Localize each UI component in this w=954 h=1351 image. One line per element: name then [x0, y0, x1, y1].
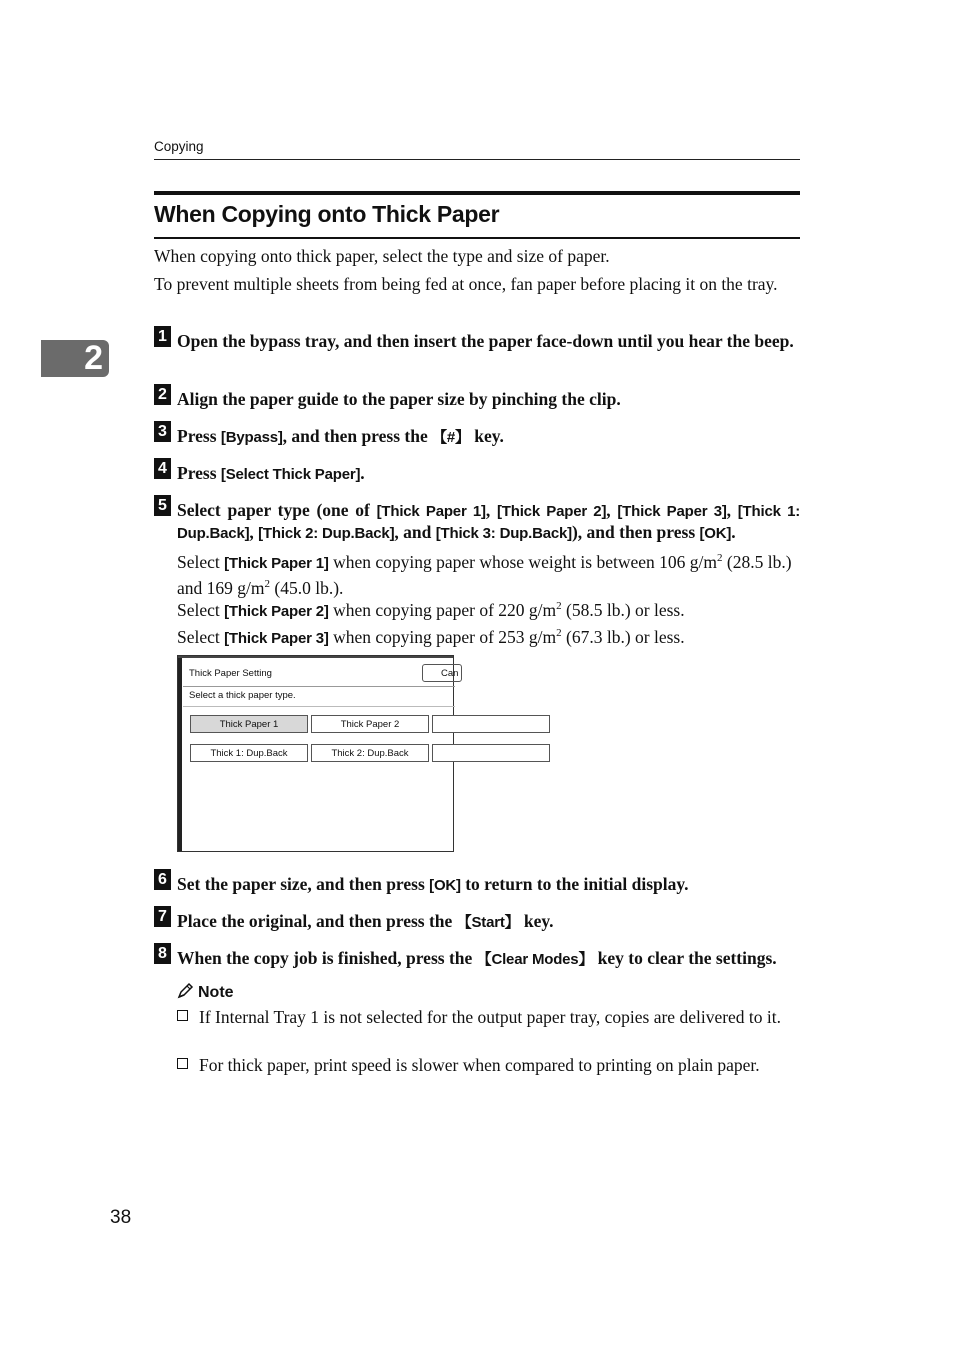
- select-thick-paper-button-ref: [Select Thick Paper]: [220, 466, 361, 483]
- thick-paper-1-button[interactable]: Thick Paper 1: [190, 715, 308, 733]
- step-number: 2: [154, 384, 171, 405]
- running-head: Copying: [154, 139, 204, 154]
- screen-title: Thick Paper Setting: [189, 668, 272, 679]
- thick-paper-2-description: Select [Thick Paper 2] when copying paper of 220 $g/m^2$ (58.5 lb.) or less.: [177, 599, 685, 620]
- intro-paragraph-1: When copying onto thick paper, select the type and size of paper.: [154, 246, 610, 266]
- step-number: 5: [154, 495, 171, 516]
- step-number: 8: [154, 943, 171, 964]
- section-title: When Copying onto Thick Paper: [154, 201, 500, 227]
- checkbox-bullet-icon: [177, 1010, 188, 1021]
- thick-paper-3-description: Select [Thick Paper 3] when copying paper of 253 $g/m^2$ (67.3 lb.) or less.: [177, 626, 685, 647]
- step-text: Place the original, and then press the 【Start】 key.: [177, 911, 554, 931]
- step-text: Open the bypass tray, and then insert the paper face-down until you hear the beep.: [177, 331, 794, 351]
- step-number: 7: [154, 906, 171, 927]
- step-number: 4: [154, 458, 171, 479]
- thick-2-dup-back-button[interactable]: Thick 2: Dup.Back: [311, 744, 429, 762]
- thick-paper-1-description: Select [Thick Paper 1] when copying paper whose weight is between 106 $g/m^2$ (28.5 lb.) and 169 $g/m^2$ (45.0 lb.).: [177, 551, 792, 598]
- header-rule: [154, 159, 800, 160]
- thick-3-dup-back-button-partial[interactable]: [432, 744, 550, 762]
- checkbox-bullet-icon: [177, 1058, 188, 1069]
- bypass-button-ref: [Bypass]: [220, 429, 283, 446]
- step-text: Select paper type (one of [Thick Paper 1], [Thick Paper 2], [Thick Paper 3], [Thick 1: Dup.Back], [Thick 2: Dup.Back], and [Thick 3: Dup.Back]), and then press [OK].: [177, 500, 801, 542]
- chapter-number: 2: [84, 339, 103, 377]
- title-rule: [154, 237, 800, 239]
- chapter-tab: [41, 340, 109, 377]
- thick-paper-setting-screenshot: [177, 655, 459, 852]
- note-heading: Note: [177, 983, 234, 1002]
- title-bar: [154, 191, 800, 195]
- thick-paper-3-button-partial[interactable]: [432, 715, 550, 733]
- hash-key-ref: 【#】: [432, 429, 470, 446]
- step-text: When the copy job is finished, press the 【Clear Modes】 key to clear the settings.: [177, 948, 777, 968]
- thick-1-dup-back-button[interactable]: Thick 1: Dup.Back: [190, 744, 308, 762]
- step-text: Press [Bypass], and then press the 【#】 key.: [177, 426, 504, 446]
- cancel-button[interactable]: Can: [422, 664, 462, 682]
- pencil-icon: [177, 983, 195, 999]
- step-text: Set the paper size, and then press [OK] to return to the initial display.: [177, 874, 689, 894]
- step-number: 1: [154, 326, 171, 347]
- step-text: Align the paper guide to the paper size by pinching the clip.: [177, 389, 621, 409]
- step-number: 6: [154, 869, 171, 890]
- page-number: 38: [110, 1207, 132, 1228]
- intro-paragraph-2: To prevent multiple sheets from being fed at once, fan paper before placing it on the tray.: [154, 274, 778, 294]
- thick-paper-2-button[interactable]: Thick Paper 2: [311, 715, 429, 733]
- step-text: Press [Select Thick Paper].: [177, 463, 365, 483]
- screen-instruction: Select a thick paper type.: [189, 690, 296, 701]
- step-number: 3: [154, 421, 171, 442]
